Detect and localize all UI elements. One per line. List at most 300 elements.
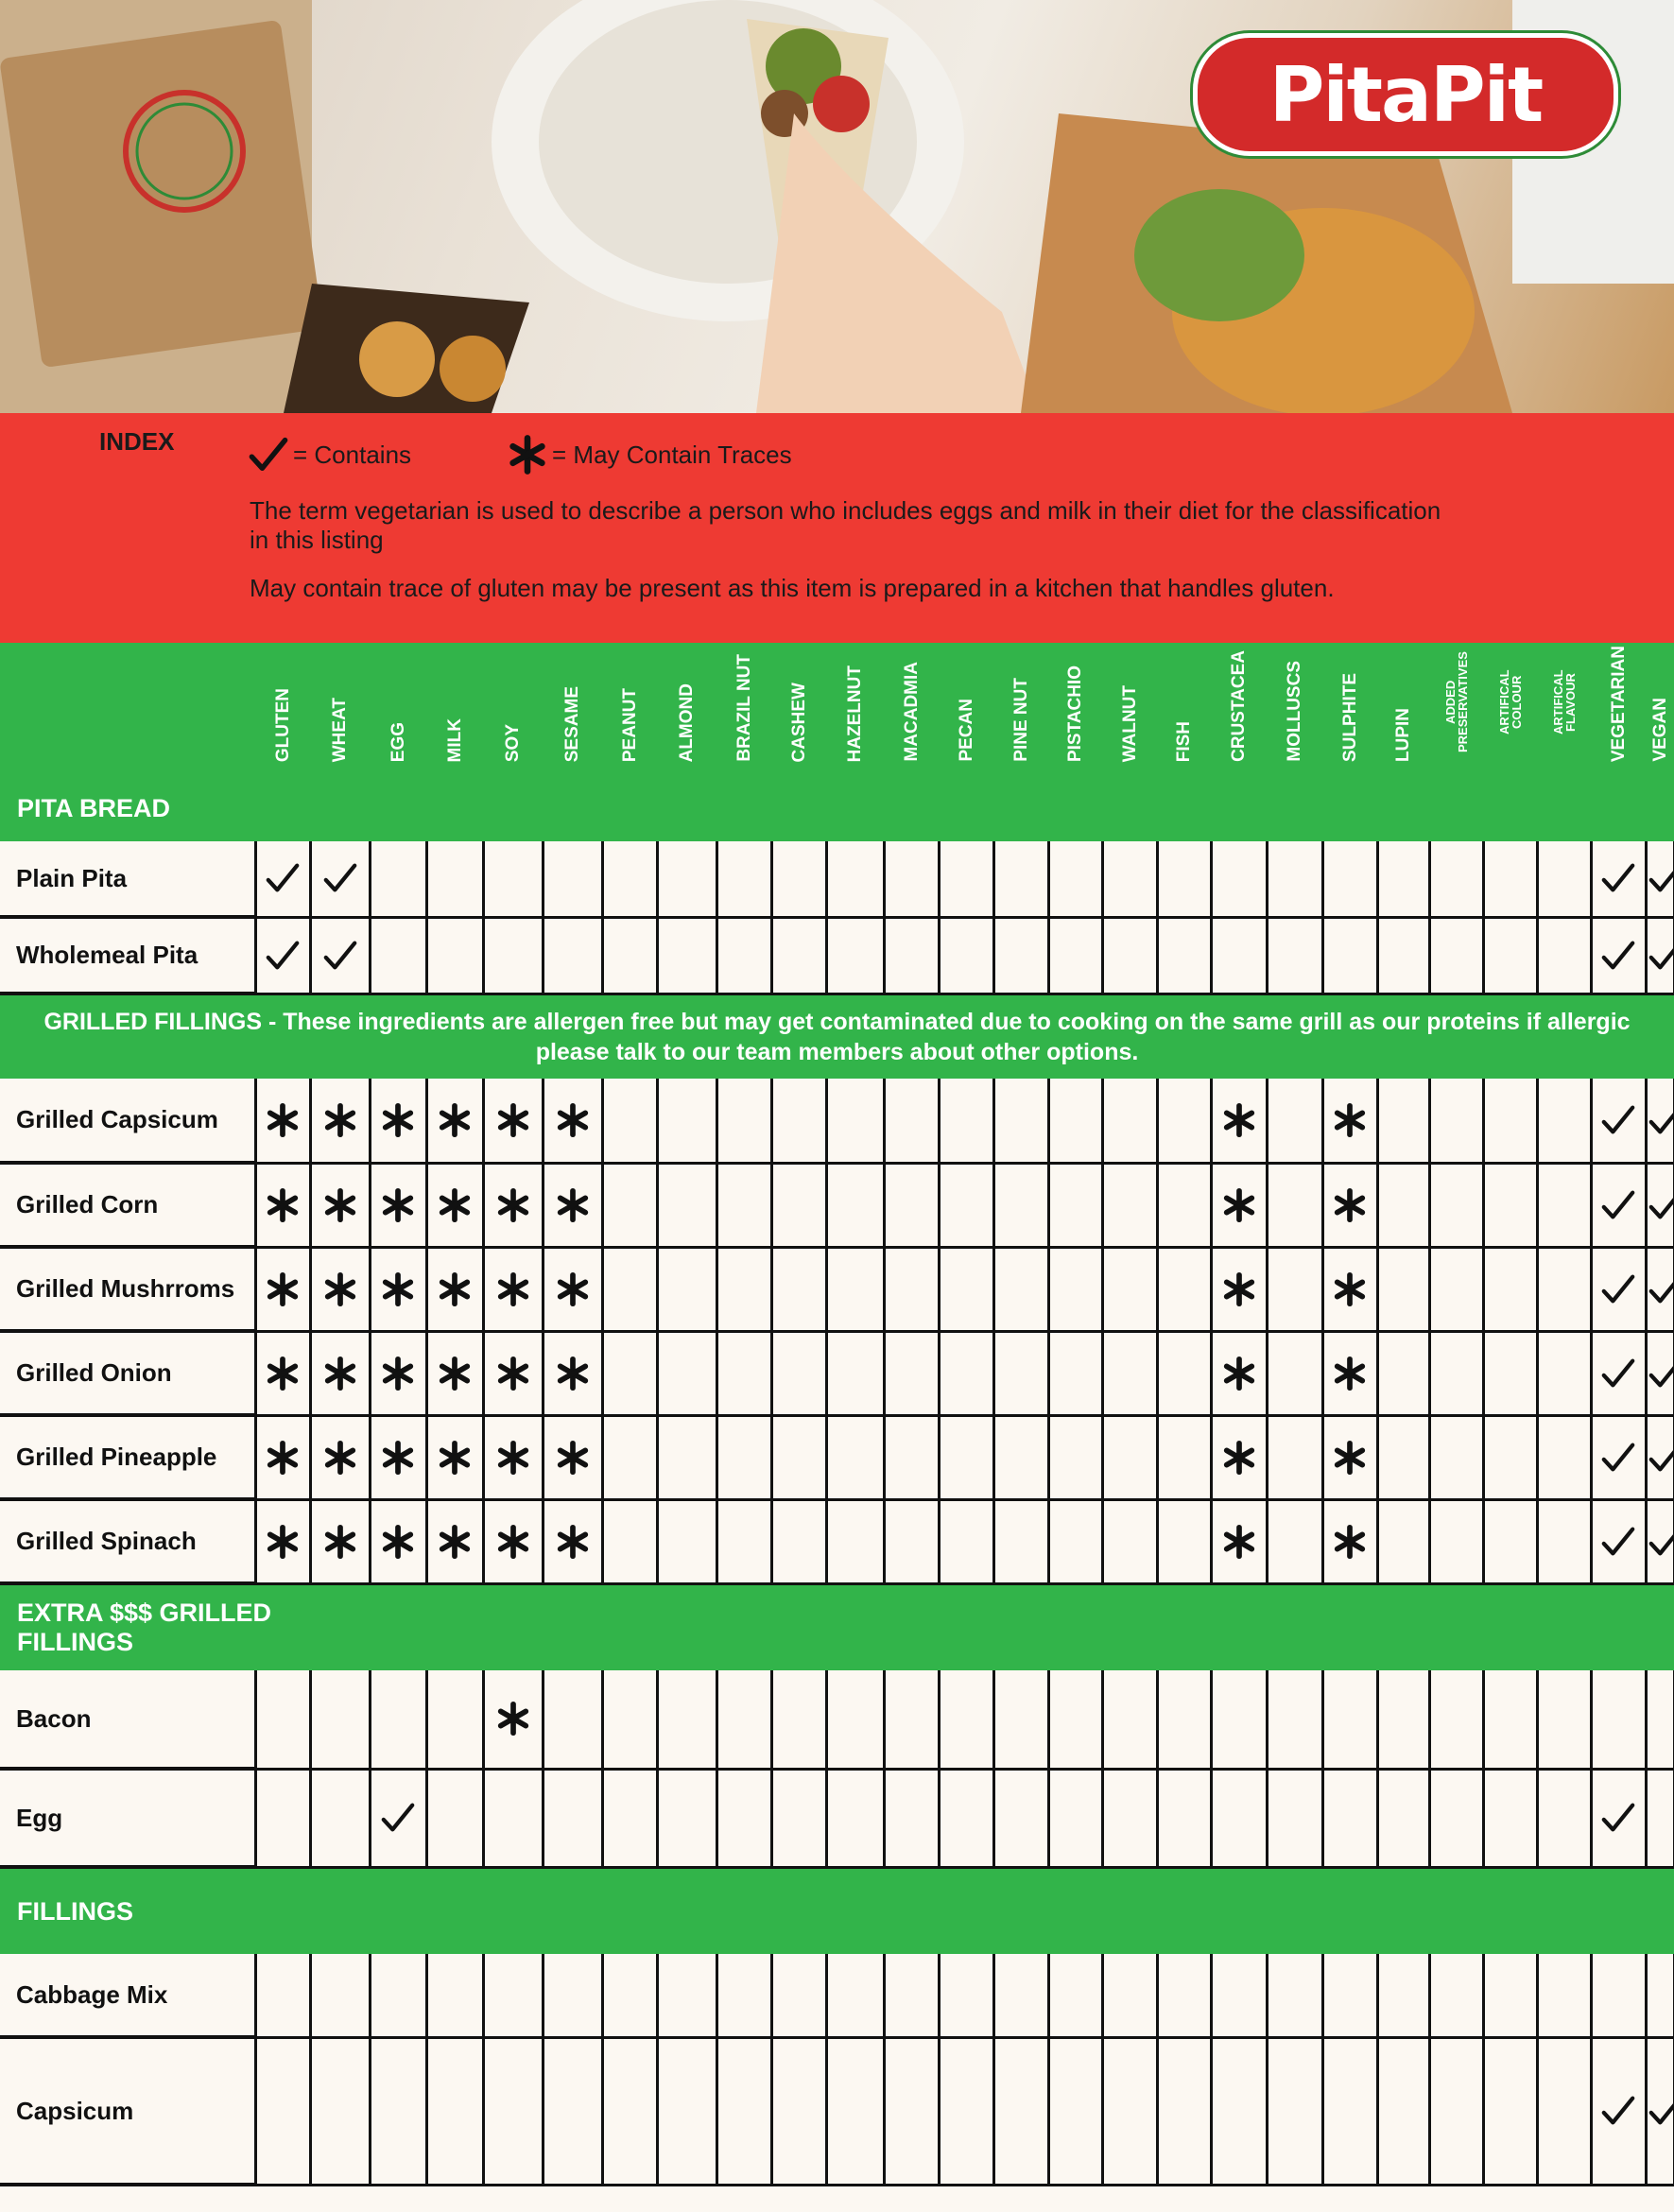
allergen-cell <box>483 1331 543 1415</box>
row-item-name: Grilled Pineapple <box>0 1415 255 1499</box>
asterisk-icon <box>265 1524 301 1560</box>
allergen-cell <box>993 917 1048 994</box>
index-legend-panel <box>0 413 1674 643</box>
allergen-cell <box>1048 1331 1102 1415</box>
column-header <box>1483 643 1537 775</box>
column-header-label: HAZELNUT <box>845 665 865 762</box>
allergen-cell <box>602 1079 657 1163</box>
table-row <box>0 917 1674 994</box>
asterisk-icon <box>555 1271 591 1307</box>
allergen-cell <box>543 1415 602 1499</box>
allergen-cell <box>1646 1954 1674 2037</box>
allergen-cell <box>310 1499 370 1583</box>
check-icon <box>322 938 358 974</box>
check-icon <box>1648 1102 1674 1138</box>
table-row <box>0 841 1674 917</box>
allergen-cell <box>993 841 1048 917</box>
allergen-cell <box>1102 1163 1157 1247</box>
pita-pit-logo <box>1193 33 1618 156</box>
asterisk-icon <box>437 1271 473 1307</box>
section-title-text: EXTRA $$$ GRILLED FILLINGS <box>17 1599 272 1656</box>
section-title: PITA BREAD <box>0 775 1674 841</box>
allergen-cell <box>1102 1670 1157 1769</box>
allergen-cell <box>543 1769 602 1867</box>
allergen-cell <box>1646 1670 1674 1769</box>
allergen-table-area <box>0 643 1674 2212</box>
allergen-cell <box>716 1954 771 2037</box>
allergen-cell <box>426 1163 483 1247</box>
allergen-cell <box>1646 1415 1674 1499</box>
allergen-cell <box>1429 1415 1483 1499</box>
allergen-cell <box>1377 1331 1429 1415</box>
allergen-cell <box>426 2037 483 2185</box>
allergen-cell <box>884 1163 939 1247</box>
note-gluten: May contain trace of gluten may be present as this item is prepared in a kitchen that handles gluten. <box>250 574 1335 602</box>
allergen-cell <box>602 1769 657 1867</box>
column-header-label: ALMOND <box>677 683 697 762</box>
check-icon <box>1648 1524 1674 1560</box>
allergen-cell <box>1322 1247 1377 1331</box>
allergen-cell <box>1211 1247 1267 1331</box>
allergen-cell <box>1102 841 1157 917</box>
allergen-cell <box>1646 1163 1674 1247</box>
allergen-cell <box>993 1079 1048 1163</box>
allergen-cell <box>884 1331 939 1415</box>
column-header <box>993 643 1048 775</box>
allergen-cell <box>1211 1954 1267 2037</box>
allergen-cell <box>1429 1163 1483 1247</box>
allergen-cell <box>771 1079 826 1163</box>
allergen-cell <box>884 2037 939 2185</box>
allergen-cell <box>884 1079 939 1163</box>
check-icon <box>1648 1187 1674 1223</box>
allergen-cell <box>1483 1079 1537 1163</box>
allergen-cell <box>716 1079 771 1163</box>
asterisk-icon <box>265 1440 301 1476</box>
column-header-blank <box>0 643 255 775</box>
allergen-cell <box>1646 1331 1674 1415</box>
check-icon <box>1600 1187 1636 1223</box>
asterisk-icon <box>322 1440 358 1476</box>
allergen-cell <box>1591 1247 1646 1331</box>
allergen-cell <box>543 1163 602 1247</box>
allergen-cell <box>657 841 716 917</box>
allergen-cell <box>884 917 939 994</box>
section-title: FILLINGS <box>0 1867 1674 1954</box>
allergen-cell <box>1429 1079 1483 1163</box>
allergen-cell <box>1483 1499 1537 1583</box>
allergen-cell <box>310 1769 370 1867</box>
allergen-cell <box>426 917 483 994</box>
column-header-label: GLUTEN <box>272 687 293 762</box>
allergen-cell <box>993 2037 1048 2185</box>
allergen-cell <box>939 1163 993 1247</box>
allergen-cell <box>602 1670 657 1769</box>
asterisk-icon <box>1221 1271 1257 1307</box>
column-header <box>310 643 370 775</box>
allergen-cell <box>1102 1247 1157 1331</box>
asterisk-icon <box>1221 1102 1257 1138</box>
column-header <box>1102 643 1157 775</box>
legend-traces-label: = May Contain Traces <box>552 440 792 469</box>
column-header <box>1537 643 1591 775</box>
allergen-cell <box>1211 1769 1267 1867</box>
check-icon <box>265 860 301 896</box>
asterisk-icon <box>437 1440 473 1476</box>
allergen-cell <box>1591 2037 1646 2185</box>
allergen-cell <box>1377 1415 1429 1499</box>
check-icon <box>322 860 358 896</box>
allergen-cell <box>370 1163 426 1247</box>
allergen-cell <box>1157 1954 1211 2037</box>
allergen-cell <box>1267 1670 1322 1769</box>
allergen-cell <box>543 1954 602 2037</box>
allergen-cell <box>255 1954 310 2037</box>
allergen-cell <box>426 1499 483 1583</box>
asterisk-icon <box>322 1524 358 1560</box>
column-header <box>771 643 826 775</box>
allergen-cell <box>1048 1079 1102 1163</box>
allergen-cell <box>1483 1670 1537 1769</box>
table-row <box>0 1954 1674 2037</box>
allergen-cell <box>716 1769 771 1867</box>
allergen-cell <box>1322 917 1377 994</box>
allergen-cell <box>1377 1954 1429 2037</box>
column-header <box>1322 643 1377 775</box>
allergen-cell <box>1157 1670 1211 1769</box>
asterisk-icon <box>437 1524 473 1560</box>
asterisk-icon <box>1332 1271 1368 1307</box>
row-item-name: Plain Pita <box>0 841 255 917</box>
check-icon <box>1648 2093 1674 2129</box>
row-item-name: Wholemeal Pita <box>0 917 255 994</box>
allergen-cell <box>1483 1769 1537 1867</box>
allergen-cell <box>657 1499 716 1583</box>
allergen-cell <box>826 2037 884 2185</box>
check-icon <box>1600 860 1636 896</box>
allergen-cell <box>1267 1954 1322 2037</box>
allergen-cell <box>771 1670 826 1769</box>
allergen-cell <box>1102 1954 1157 2037</box>
allergen-cell <box>1429 1954 1483 2037</box>
check-icon <box>1600 1440 1636 1476</box>
allergen-cell <box>1267 1247 1322 1331</box>
column-header <box>884 643 939 775</box>
allergen-cell <box>939 1247 993 1331</box>
allergen-cell <box>1591 1415 1646 1499</box>
asterisk-icon <box>437 1102 473 1138</box>
asterisk-icon <box>555 1102 591 1138</box>
table-row <box>0 1331 1674 1415</box>
allergen-cell <box>543 1247 602 1331</box>
column-header-label: EGG <box>388 721 408 762</box>
asterisk-icon <box>322 1271 358 1307</box>
allergen-cell <box>1048 1670 1102 1769</box>
allergen-cell <box>1322 1079 1377 1163</box>
column-header <box>255 643 310 775</box>
asterisk-icon <box>265 1102 301 1138</box>
allergen-cell <box>1591 1769 1646 1867</box>
allergen-cell <box>310 1670 370 1769</box>
allergen-cell <box>1267 917 1322 994</box>
allergen-cell <box>1591 1670 1646 1769</box>
allergen-cell <box>657 1247 716 1331</box>
allergen-cell <box>1211 841 1267 917</box>
allergen-cell <box>826 1499 884 1583</box>
allergen-cell <box>1537 1079 1591 1163</box>
allergen-cell <box>310 841 370 917</box>
allergen-cell <box>657 1769 716 1867</box>
allergen-cell <box>826 841 884 917</box>
allergen-cell <box>1322 2037 1377 2185</box>
asterisk-icon <box>555 1440 591 1476</box>
allergen-cell <box>1646 841 1674 917</box>
column-header-label: MILK <box>444 717 465 762</box>
allergen-cell <box>1211 1415 1267 1499</box>
allergen-cell <box>543 917 602 994</box>
allergen-cell <box>771 1954 826 2037</box>
allergen-cell <box>602 841 657 917</box>
check-icon <box>1648 860 1674 896</box>
row-item-name: Grilled Spinach <box>0 1499 255 1583</box>
allergen-cell <box>1483 2037 1537 2185</box>
asterisk-icon <box>1332 1187 1368 1223</box>
column-header <box>1646 643 1674 775</box>
allergen-cell <box>1211 1079 1267 1163</box>
section-header <box>0 775 1674 841</box>
allergen-cell <box>993 1499 1048 1583</box>
allergen-cell <box>255 2037 310 2185</box>
column-header-label: VEGAN <box>1649 698 1670 762</box>
asterisk-icon <box>495 1440 531 1476</box>
allergen-cell <box>426 1954 483 2037</box>
column-header <box>657 643 716 775</box>
allergen-cell <box>884 1670 939 1769</box>
allergen-cell <box>602 1163 657 1247</box>
allergen-cell <box>543 1670 602 1769</box>
allergen-cell <box>255 1247 310 1331</box>
allergen-cell <box>310 2037 370 2185</box>
allergen-cell <box>771 2037 826 2185</box>
allergen-cell <box>426 1415 483 1499</box>
column-header-label: PINE NUT <box>1010 678 1031 762</box>
allergen-cell <box>1646 1769 1674 1867</box>
row-item-name: Capsicum <box>0 2037 255 2185</box>
allergen-cell <box>1048 1769 1102 1867</box>
allergen-cell <box>884 1247 939 1331</box>
allergen-cell <box>1646 1079 1674 1163</box>
allergen-cell <box>939 1079 993 1163</box>
column-header-label: FISH <box>1174 720 1194 762</box>
allergen-cell <box>426 1670 483 1769</box>
allergen-cell <box>884 841 939 917</box>
allergen-cell <box>370 917 426 994</box>
allergen-cell <box>255 1331 310 1415</box>
legend-contains <box>248 434 411 475</box>
allergen-cell <box>483 1670 543 1769</box>
section-title <box>0 1583 1674 1670</box>
asterisk-icon <box>380 1356 416 1391</box>
row-item-name: Grilled Corn <box>0 1163 255 1247</box>
check-icon <box>1648 1271 1674 1307</box>
index-title: INDEX <box>99 427 175 456</box>
allergen-cell <box>1429 841 1483 917</box>
allergen-cell <box>826 1331 884 1415</box>
column-header-label: ARTIFICAL COLOUR <box>1496 669 1524 735</box>
column-header <box>543 643 602 775</box>
asterisk-icon <box>380 1440 416 1476</box>
allergen-cell <box>1537 1415 1591 1499</box>
allergen-cell <box>1537 1331 1591 1415</box>
allergen-cell <box>1157 917 1211 994</box>
column-header-label: PECAN <box>956 699 976 762</box>
legend-traces <box>507 434 792 475</box>
asterisk-icon <box>380 1187 416 1223</box>
allergen-cell <box>1102 1415 1157 1499</box>
table-row <box>0 2037 1674 2185</box>
asterisk-icon <box>495 1701 531 1737</box>
allergen-cell <box>771 917 826 994</box>
allergen-cell <box>826 1247 884 1331</box>
allergen-cell <box>1377 1247 1429 1331</box>
allergen-cell <box>884 1769 939 1867</box>
allergen-cell <box>939 1331 993 1415</box>
asterisk-icon <box>1221 1524 1257 1560</box>
allergen-cell <box>483 1163 543 1247</box>
allergen-cell <box>1322 1499 1377 1583</box>
allergen-cell <box>1537 2037 1591 2185</box>
allergen-cell <box>1537 1954 1591 2037</box>
check-icon <box>380 1800 416 1836</box>
check-icon <box>265 938 301 974</box>
asterisk-icon <box>380 1271 416 1307</box>
asterisk-icon <box>495 1187 531 1223</box>
column-header <box>370 643 426 775</box>
allergen-cell <box>1483 1163 1537 1247</box>
allergen-cell <box>771 1247 826 1331</box>
allergen-table <box>0 643 1674 2186</box>
allergen-cell <box>1048 841 1102 917</box>
allergen-cell <box>716 841 771 917</box>
allergen-cell <box>1267 1499 1322 1583</box>
allergen-cell <box>1591 1331 1646 1415</box>
allergen-cell <box>1267 2037 1322 2185</box>
allergen-cell <box>1048 1247 1102 1331</box>
asterisk-icon <box>495 1524 531 1560</box>
allergen-cell <box>1102 1331 1157 1415</box>
allergen-cell <box>939 1954 993 2037</box>
allergen-cell <box>939 841 993 917</box>
check-icon <box>1600 1800 1636 1836</box>
allergen-cell <box>1322 1954 1377 2037</box>
allergen-cell <box>370 841 426 917</box>
allergen-cell <box>657 1954 716 2037</box>
allergen-cell <box>939 917 993 994</box>
allergen-cell <box>1591 1499 1646 1583</box>
allergen-cell <box>1322 1163 1377 1247</box>
column-header-label: ADDED PRESERVATIVES <box>1442 651 1470 753</box>
allergen-cell <box>1048 1415 1102 1499</box>
allergen-cell <box>1483 841 1537 917</box>
allergen-cell <box>1267 841 1322 917</box>
allergen-cell <box>939 1670 993 1769</box>
asterisk-icon <box>1332 1356 1368 1391</box>
allergen-cell <box>1483 1331 1537 1415</box>
allergen-cell <box>602 1954 657 2037</box>
column-header <box>602 643 657 775</box>
allergen-cell <box>483 1954 543 2037</box>
column-header <box>826 643 884 775</box>
allergen-cell <box>1102 1499 1157 1583</box>
allergen-cell <box>826 1163 884 1247</box>
allergen-cell <box>483 1415 543 1499</box>
allergen-cell <box>716 2037 771 2185</box>
allergen-cell <box>1483 917 1537 994</box>
check-icon <box>1600 1271 1636 1307</box>
allergen-cell <box>1377 917 1429 994</box>
allergen-cell <box>1267 1769 1322 1867</box>
allergen-cell <box>255 841 310 917</box>
check-icon <box>1600 2093 1636 2129</box>
allergen-cell <box>1211 1670 1267 1769</box>
allergen-cell <box>483 1079 543 1163</box>
asterisk-icon <box>495 1271 531 1307</box>
asterisk-icon <box>495 1356 531 1391</box>
allergen-cell <box>426 1247 483 1331</box>
allergen-cell <box>1537 917 1591 994</box>
asterisk-icon <box>1332 1440 1368 1476</box>
column-header <box>1048 643 1102 775</box>
allergen-cell <box>310 1415 370 1499</box>
allergen-cell <box>1157 1499 1211 1583</box>
allergen-cell <box>426 1331 483 1415</box>
allergen-cell <box>310 1079 370 1163</box>
column-header <box>716 643 771 775</box>
allergen-cell <box>1102 1769 1157 1867</box>
allergen-cell <box>1102 1079 1157 1163</box>
table-row <box>0 1247 1674 1331</box>
check-icon <box>1600 1356 1636 1391</box>
allergen-cell <box>602 1247 657 1331</box>
allergen-cell <box>310 917 370 994</box>
asterisk-icon <box>437 1356 473 1391</box>
allergen-cell <box>255 917 310 994</box>
check-icon <box>1648 1356 1674 1391</box>
allergen-cell <box>1483 1954 1537 2037</box>
allergen-cell <box>939 1769 993 1867</box>
allergen-cell <box>483 841 543 917</box>
allergen-cell <box>771 1769 826 1867</box>
allergen-cell <box>1537 1769 1591 1867</box>
table-row <box>0 1163 1674 1247</box>
asterisk-icon <box>1221 1187 1257 1223</box>
allergen-cell <box>1646 2037 1674 2185</box>
allergen-cell <box>310 1163 370 1247</box>
allergen-cell <box>1322 1670 1377 1769</box>
allergen-cell <box>716 1415 771 1499</box>
allergen-cell <box>1322 1331 1377 1415</box>
allergen-cell <box>483 1769 543 1867</box>
allergen-cell <box>543 1499 602 1583</box>
allergen-cell <box>426 841 483 917</box>
asterisk-icon <box>1221 1440 1257 1476</box>
allergen-cell <box>1211 1163 1267 1247</box>
allergen-cell <box>1429 1499 1483 1583</box>
column-header-label: MACADMIA <box>901 662 922 762</box>
allergen-cell <box>255 1769 310 1867</box>
allergen-cell <box>1157 2037 1211 2185</box>
allergen-cell <box>1322 841 1377 917</box>
